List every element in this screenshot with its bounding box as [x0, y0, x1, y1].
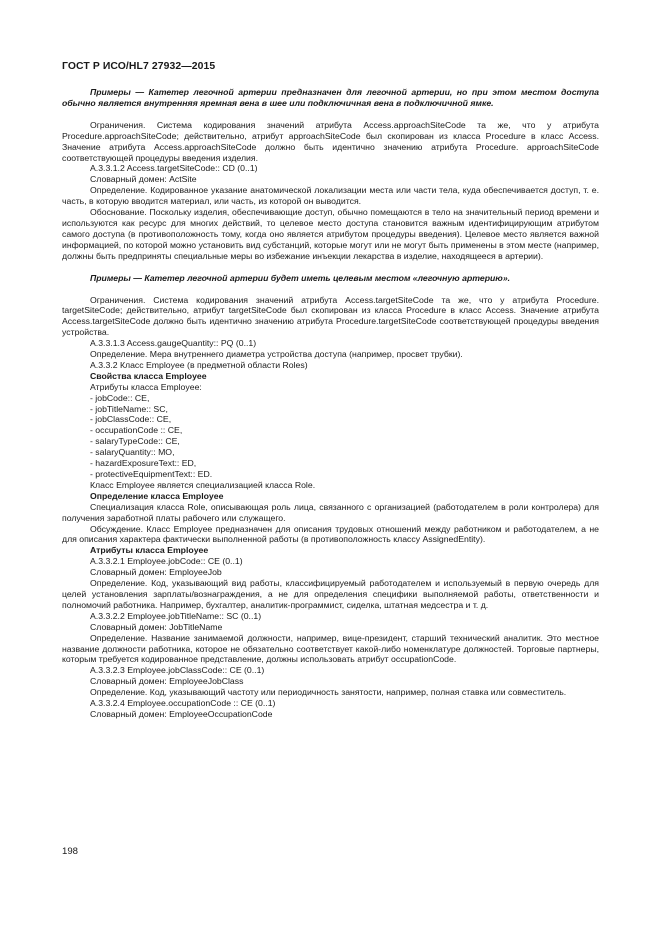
vocabulary-domain: Словарный домен: EmployeeJob	[90, 567, 222, 578]
example-paragraph: Примеры — Катетер легочной артерии предназначен для легочной артерии, но при этом местом доступа обычно является внутренняя яремная вена в шее или подключичная вена в подключичной ямке.	[62, 87, 599, 108]
list-item: - jobTitleName:: SC,	[90, 403, 168, 414]
rationale-paragraph: Обоснование. Поскольку изделия, обеспечивающие доступ, обычно помещаются в тело на значительный период времени и используются как ресурс для многих действий, то целевое место доступа становится важным идентифицирующим атрибутом самого доступа (в противоположность тому, когда оно является атрибутом процедуры введения). Целевое место является важной информацией, по которой можно установить вид субстанций, которые могут или не могут быть применены в этом месте (например, должны быть предприняты специальные меры во избежание инъекции лекарства в изделие, находящееся в артерии).	[62, 207, 599, 261]
definition-paragraph: Определение. Кодированное указание анатомической локализации места или части тела, куда обеспечивается доступ, т. е. часть, в которую вводится материал, или часть, из которой он выводится.	[62, 185, 599, 207]
class-heading: A.3.3.2 Класс Employee (в предметной области Roles)	[90, 359, 308, 370]
document-body	[62, 87, 599, 720]
constraints-paragraph: Ограничения. Система кодирования значений атрибута Access.targetSiteCode та же, что у атрибута Procedure. targetSiteCode; действительно, атрибут targetSiteCode был скопирован из класса Procedure в класс Access. Значение атрибута Access.targetSiteCode должно быть идентично значению атрибута Procedure.targetSiteCode соответствующей процедуры введения устройства.	[62, 294, 599, 338]
attribute-heading: A.3.3.2.3 Employee.jobClassCode:: CE (0..1)	[90, 665, 265, 676]
list-item: - jobCode:: CE,	[90, 392, 150, 403]
definition-paragraph: Определение. Мера внутреннего диаметра устройства доступа (например, просвет трубки).	[90, 349, 463, 360]
definition-paragraph: Определение. Код, указывающий частоту или периодичность занятости, например, полная ставка или совместитель.	[90, 687, 567, 698]
vocabulary-domain: Словарный домен: ActSite	[90, 174, 197, 185]
list-item: - salaryTypeCode:: CE,	[90, 436, 180, 447]
section-heading: Определение класса Employee	[90, 490, 224, 501]
list-item: - occupationCode :: CE,	[90, 425, 183, 436]
list-item: - jobClassCode:: CE,	[90, 414, 172, 425]
vocabulary-domain: Словарный домен: EmployeeOccupationCode	[90, 708, 273, 719]
vocabulary-domain: Словарный домен: EmployeeJobClass	[90, 676, 244, 687]
list-item: - salaryQuantity:: MO,	[90, 447, 175, 458]
definition-paragraph: Специализация класса Role, описывающая роль лица, связанного с организацией (работодателем в роли контролера) для получения заработной платы рабочего или служащего.	[62, 501, 599, 523]
attribute-heading: A.3.3.2.2 Employee.jobTitleName:: SC (0..1)	[90, 610, 262, 621]
attribute-heading: A.3.3.1.2 Access.targetSiteCode:: CD (0..1)	[90, 163, 258, 174]
attribute-heading: A.3.3.2.1 Employee.jobCode:: CE (0..1)	[90, 556, 243, 567]
definition-paragraph: Определение. Код, указывающий вид работы, классифицируемый работодателем и используемый в первую очередь для целей установления зарплаты/вознаграждения, а не для определения специфики выполняемой работы, ответственности и полномочий работника. Например, бухгалтер, аналитик-программист, сиделка, штатная медсестра и т. д.	[62, 578, 599, 610]
discussion-paragraph: Обсуждение. Класс Employee предназначен для описания трудовых отношений между работником и работодателем, а не для описания характера фактически выполненной работы (в противоположность классу AssignedEntity).	[62, 523, 599, 545]
list-item: - protectiveEquipmentText:: ED.	[90, 469, 213, 479]
vocabulary-domain: Словарный домен: JobTitleName	[90, 621, 223, 632]
attribute-heading: A.3.3.2.4 Employee.occupationCode :: CE (0..1)	[90, 698, 276, 709]
definition-paragraph: Определение. Название занимаемой должности, например, вице-президент, старший технический аналитик. Это местное название должности работника, которое не обязательно соответствует какой-либо номенклатуре должностей. Торговые партнеры, которым требуется кодированное представление, должны использовать атрибут occupationCode.	[62, 632, 599, 665]
specialization-note: Класс Employee является специализацией класса Role.	[90, 479, 316, 490]
list-item: - hazardExposureText:: ED,	[90, 458, 197, 469]
section-heading: Свойства класса Employee	[90, 370, 207, 381]
document-header: ГОСТ Р ИСО/HL7 27932—2015	[62, 61, 216, 72]
attributes-intro: Атрибуты класса Employee:	[90, 381, 202, 392]
example-paragraph: Примеры — Катетер легочной артерии будет иметь целевым местом «легочную артерию».	[90, 272, 511, 283]
attribute-heading: A.3.3.1.3 Access.gaugeQuantity:: PQ (0..1)	[90, 338, 257, 349]
page-number: 198	[62, 846, 79, 857]
constraints-paragraph: Ограничения. Система кодирования значений атрибута Access.approachSiteCode та же, что у атрибута Procedure.approachSiteCode; действительно, атрибут approachSiteCode был скопирован из класса Procedure в класс Access. Значение атрибута Access.approachSiteCode должно быть идентично значению атрибута Procedure. approachSiteCode соответствующей процедуры введения изделия.	[62, 119, 599, 163]
section-heading: Атрибуты класса Employee	[90, 545, 209, 556]
